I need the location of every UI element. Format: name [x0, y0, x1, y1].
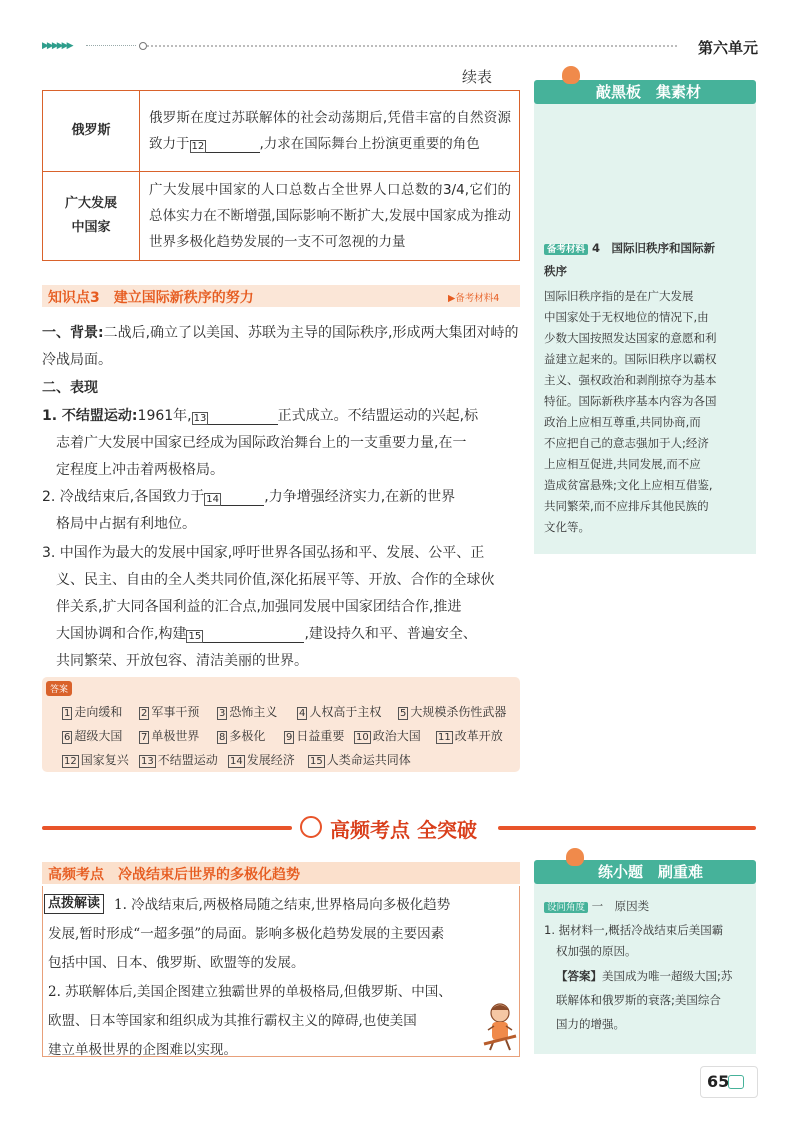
- answer-label: 答案: [46, 681, 72, 696]
- answer-text: 日益重要: [296, 729, 345, 743]
- material-line: 政治上应相互尊重,共同协商,而: [544, 415, 701, 429]
- material-line: 少数大国按照发达国家的意愿和利: [544, 331, 717, 345]
- hk-line: 建立单极世界的企图难以实现。: [48, 1042, 237, 1058]
- material-line: 不应把自己的意志强加于人;经济: [544, 436, 709, 450]
- table-cell-name: [43, 172, 140, 261]
- continued-table: [42, 90, 520, 261]
- answer-item: [228, 751, 295, 768]
- material-line: 特征。国际新秩序基本内容为各国: [544, 394, 717, 408]
- answer-text: 发展经济: [246, 753, 295, 767]
- point-3-pre: 大国协调和合作,构建: [56, 626, 187, 642]
- answer-num: 11: [438, 732, 451, 743]
- material-tag: 备考材料: [544, 244, 588, 255]
- material-line: 文化等。: [544, 520, 590, 534]
- answer-num: 9: [286, 732, 293, 743]
- answer-text: 走向缓和: [74, 705, 123, 719]
- fill-blank-12: [190, 134, 260, 153]
- header-rule-dotted: [147, 45, 677, 47]
- point-3-line2: 义、民主、自由的全人类共同价值,深化拓展平等、开放、合作的全球伙: [56, 572, 495, 588]
- fill-blank-15: [186, 624, 304, 643]
- answer-num: 3: [219, 708, 226, 719]
- answer-line-text: 美国成为唯一超级大国;苏: [602, 969, 733, 983]
- table-cell-name: 俄罗斯: [43, 91, 140, 172]
- background-label: 一、背景:: [42, 325, 104, 341]
- material-heading: [544, 238, 752, 260]
- answer-num: 14: [230, 756, 243, 767]
- point-1-line2: 志着广大发展中国家已经成为国际政治舞台上的一支重要力量,在一: [56, 435, 467, 451]
- answer-item: [354, 727, 421, 744]
- spiral-icon: [300, 816, 322, 838]
- answer-num: 10: [356, 732, 369, 743]
- answer-num: 5: [400, 708, 407, 719]
- point-1-pre: 1961年,: [137, 408, 192, 424]
- background-para: [42, 320, 524, 374]
- answer-item: [308, 751, 411, 768]
- reading-figure-icon: [562, 66, 580, 84]
- unit-title: 第六单元: [697, 39, 758, 57]
- answer-item: [217, 727, 265, 744]
- answer-item: [139, 751, 218, 768]
- kp-title: 知识点3 建立国际新秩序的努力: [48, 290, 254, 306]
- header-rule: [86, 45, 136, 46]
- fill-blank-14: [204, 487, 264, 506]
- material-line: 主义、强权政治和剥削掠夺为基本: [544, 373, 717, 387]
- question-angle: [544, 896, 649, 918]
- hk-line: 2. 苏联解体后,美国企图建立独霸世界的单极格局,但俄罗斯、中国、: [48, 984, 452, 1000]
- point-3-line1: 3. 中国作为最大的发展中国家,呼吁世界各国弘扬和平、发展、公平、正: [42, 545, 485, 561]
- book-icon: [728, 1075, 744, 1089]
- answer-line: 国力的增强。: [556, 1017, 625, 1031]
- hk-line: 欧盟、日本等国家和组织成为其推行霸权主义的障碍,也使美国: [48, 1013, 417, 1029]
- answer-num: 8: [219, 732, 226, 743]
- performance-label: 二、表现: [42, 380, 98, 396]
- point-2: [42, 484, 455, 511]
- point-1-line3: 定程度上冲击着两极格局。: [56, 462, 224, 478]
- point-2-line2: 格局中占据有利地位。: [56, 516, 196, 532]
- hk-line: 1. 冷战结束后,两极格局随之结束,世界格局向多极化趋势: [114, 897, 451, 913]
- answer-num: 1: [64, 708, 71, 719]
- answer-text: 超级大国: [74, 729, 123, 743]
- question-line: 权加强的原因。: [556, 944, 637, 958]
- name-line: 广大发展: [64, 196, 117, 211]
- answer-item: [139, 727, 199, 744]
- angle-category: 一 原因类: [591, 899, 650, 913]
- answer-num: 6: [64, 732, 71, 743]
- answer-num: 2: [141, 708, 148, 719]
- point-3-post: ,建设持久和平、普遍安全、: [304, 626, 477, 642]
- material-line: 上应相互促进,共同发展,而不应: [544, 457, 701, 471]
- blank-number: 13: [193, 413, 207, 424]
- answer-item: [217, 703, 277, 720]
- background-text: 二战后,确立了以美国、苏联为主导的国际秩序,形成两大集团对峙的冷战局面。: [42, 325, 519, 368]
- answer-text: 人类命运共同体: [326, 753, 411, 767]
- answer-num: 7: [141, 732, 148, 743]
- kp-material-tag[interactable]: ▶备考材料4: [448, 293, 500, 304]
- point-1-post: 正式成立。不结盟运动的兴起,标: [277, 408, 479, 424]
- table-row: [43, 172, 520, 261]
- side-panel-title: 练小题 刷重难: [598, 863, 704, 881]
- material-line: 造成贫富悬殊;文化上应相互借鉴,: [544, 478, 713, 492]
- hk-title: 高频考点 冷战结束后世界的多极化趋势: [48, 867, 300, 883]
- answer-item: [284, 727, 344, 744]
- material-line: 共同繁荣,而不应排斥其他民族的: [544, 499, 709, 513]
- material-heading-text: 4 国际旧秩序和国际新: [592, 241, 716, 255]
- blank-number: 14: [206, 494, 219, 505]
- table-cell-text: [140, 91, 520, 172]
- cartoon-figure-icon: [478, 1000, 522, 1052]
- answer-text: 恐怖主义: [229, 705, 278, 719]
- answer-tag: 【答案】: [556, 969, 602, 983]
- side-panel-title: 敲黑板 集素材: [596, 83, 702, 101]
- banner-rule-right: [498, 826, 756, 830]
- hk-label: 点拨解读: [44, 894, 104, 914]
- answer-item: [62, 727, 122, 744]
- header-dot: [139, 42, 147, 50]
- name-line: 中国家: [71, 220, 111, 235]
- row-text-post: ,力求在国际舞台上扮演更重要的角色: [259, 136, 480, 152]
- angle-tag: 设问角度: [544, 902, 588, 913]
- answer-num: 15: [310, 756, 323, 767]
- answer-text: 人权高于主权: [309, 705, 382, 719]
- hk-line: 发展,暂时形成“一超多强”的局面。影响多极化趋势发展的主要因素: [48, 926, 445, 942]
- blank-number: 15: [188, 631, 202, 642]
- answer-num: 4: [299, 708, 306, 719]
- answer-num: 12: [64, 756, 77, 767]
- point-3-line5: 共同繁荣、开放包容、清洁美丽的世界。: [56, 653, 308, 669]
- answer-text: 国家复兴: [80, 753, 129, 767]
- point-3-line4: [56, 621, 477, 648]
- banner-rule-left: [42, 826, 292, 830]
- continued-label: 续表: [462, 68, 493, 86]
- material-body: [544, 286, 754, 538]
- reading-figure-icon: [566, 848, 584, 866]
- answer-num: 13: [141, 756, 154, 767]
- hk-line: 包括中国、日本、俄罗斯、欧盟等的发展。: [48, 955, 305, 971]
- page-number: 65: [707, 1072, 730, 1091]
- point-2-post: ,力争增强经济实力,在新的世界: [264, 489, 456, 505]
- point-1: [42, 403, 524, 430]
- answer-text: 军事干预: [151, 705, 200, 719]
- answer-item: [297, 703, 381, 720]
- answer-text: 大规模杀伤性武器: [410, 705, 507, 719]
- answer-text: 政治大国: [372, 729, 421, 743]
- point-1-label: 1. 不结盟运动:: [42, 408, 138, 424]
- question-line: 1. 据材料一,概括冷战结束后美国霸: [544, 923, 724, 937]
- material-line: 中国家处于无权地位的情况下,由: [544, 310, 709, 324]
- answer-text: 多极化: [229, 729, 266, 743]
- blank-number: 12: [191, 141, 205, 152]
- answer-item: [139, 703, 199, 720]
- table-cell-text: 广大发展中国家的人口总数占全世界人口总数的3/4,它们的总体实力在不断增强,国际影响不断扩大,发展中国家成为推动世界多极化趋势发展的一支不可忽视的力量: [140, 172, 520, 261]
- answer-line: 联解体和俄罗斯的衰落;美国综合: [556, 993, 721, 1007]
- answer-item: [436, 727, 503, 744]
- answer-text: 单极世界: [151, 729, 200, 743]
- answer-text: 不结盟运动: [157, 753, 218, 767]
- table-row: [43, 91, 520, 172]
- material-line: 益建立起来的。国际旧秩序以霸权: [544, 352, 717, 366]
- point-3-line3: 伴关系,扩大同各国利益的汇合点,加强同发展中国家团结合作,推进: [56, 599, 462, 615]
- material-line: 国际旧秩序指的是在广大发展: [544, 289, 694, 303]
- material-heading-line2: 秩序: [544, 264, 567, 278]
- banner-title: 高频考点 全突破: [330, 818, 477, 842]
- point-2-pre: 2. 冷战结束后,各国致力于: [42, 489, 205, 505]
- answer-text: 改革开放: [454, 729, 503, 743]
- answer-item: [62, 751, 129, 768]
- answer-line: [556, 966, 732, 987]
- header-arrows: ▶▶▶▶▶▶: [42, 41, 72, 51]
- answer-item: [62, 703, 122, 720]
- answer-item: [398, 703, 506, 720]
- row-text-pre: 俄罗斯在度过苏联解体的社会动荡期后,凭借丰富的自然资源致力于: [149, 110, 511, 152]
- fill-blank-13: [192, 406, 278, 425]
